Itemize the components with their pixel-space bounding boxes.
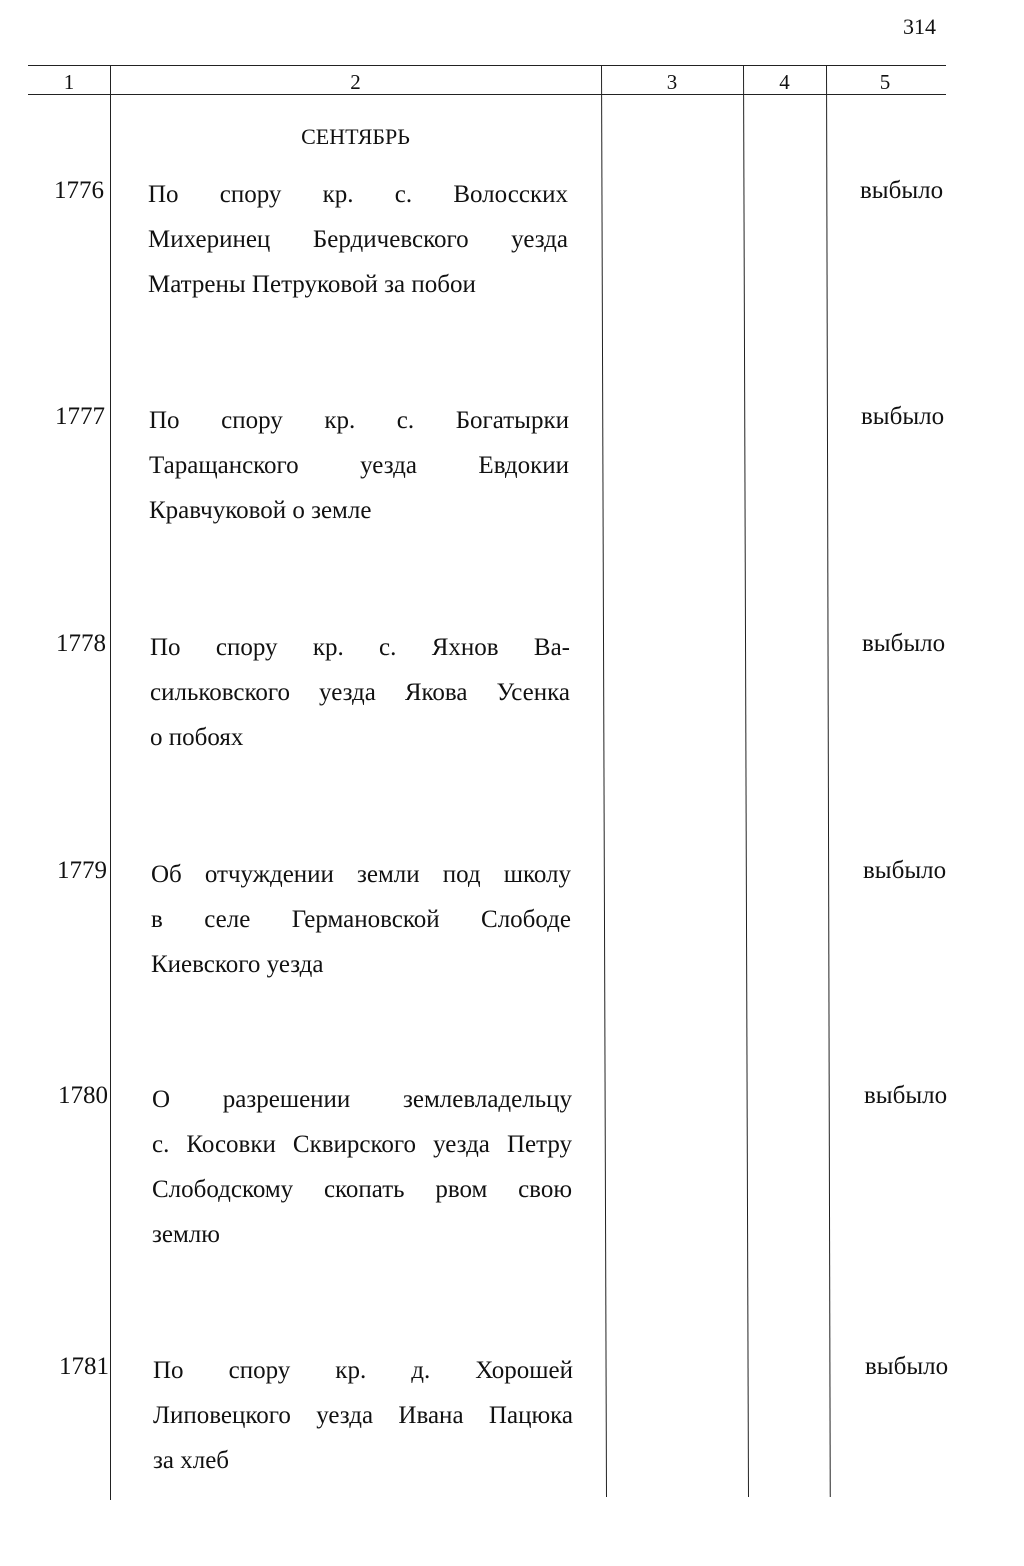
description-line: землю xyxy=(152,1221,220,1248)
description-line: о побоях xyxy=(150,724,244,751)
entry-status: выбыло xyxy=(864,1082,948,1109)
entry-number: 1780 xyxy=(58,1082,108,1109)
column-divider xyxy=(826,65,831,1497)
entry-number: 1779 xyxy=(57,857,107,884)
column-divider xyxy=(601,65,607,1497)
description-line: Кравчуковой о земле xyxy=(149,497,372,524)
entry-status: выбыло xyxy=(863,857,947,884)
entry-status: выбыло xyxy=(865,1353,949,1380)
description-line: По спору кр. с. Волосских xyxy=(148,181,568,208)
entry-description xyxy=(149,398,569,533)
description-line: Таращанского уезда Евдокии xyxy=(149,452,569,479)
entry-number: 1777 xyxy=(55,403,105,430)
description-line: Матрены Петруковой за побои xyxy=(148,271,476,298)
description-line: Киевского уезда xyxy=(151,951,324,978)
description-line: Липовецкого уезда Ивана Пацюка xyxy=(153,1402,573,1429)
table-top-rule xyxy=(28,65,946,66)
entry-status: выбыло xyxy=(862,630,946,657)
column-header: 1 xyxy=(63,70,75,94)
entry-description xyxy=(153,1348,573,1483)
column-header: 3 xyxy=(666,70,678,94)
description-line: с. Косовки Сквирского уезда Петру xyxy=(152,1131,572,1158)
description-line: за хлеб xyxy=(153,1447,230,1474)
column-header: 4 xyxy=(779,70,790,94)
entry-number: 1778 xyxy=(56,630,106,657)
column-divider xyxy=(743,65,749,1497)
page-number: 314 xyxy=(903,14,936,39)
description-line: По спору кр. с. Богатырки xyxy=(149,407,569,434)
column-divider xyxy=(110,65,111,1500)
entry-status: выбыло xyxy=(860,177,944,204)
description-line: Слободскому скопать рвом свою xyxy=(152,1176,572,1203)
description-line: в селе Германовской Слободе xyxy=(151,906,571,933)
description-line: По спору кр. с. Яхнов Ва- xyxy=(150,634,570,661)
description-line: О разрешении землевладельцу xyxy=(152,1086,572,1113)
column-header: 2 xyxy=(350,70,361,94)
section-heading: СЕНТЯБРЬ xyxy=(301,124,410,149)
entry-description xyxy=(148,172,568,307)
entry-number: 1781 xyxy=(59,1353,109,1380)
entry-description xyxy=(151,852,571,987)
entry-description xyxy=(152,1077,572,1257)
description-line: Об отчуждении земли под школу xyxy=(151,861,571,888)
column-header: 5 xyxy=(879,70,891,94)
entry-number: 1776 xyxy=(54,177,104,204)
entry-description xyxy=(150,625,570,760)
description-line: Михеринец Бердичевского уезда xyxy=(148,226,568,253)
entry-status: выбыло xyxy=(861,403,945,430)
description-line: По спору кр. д. Хорошей xyxy=(153,1357,573,1384)
description-line: сильковского уезда Якова Усенка xyxy=(150,679,570,706)
